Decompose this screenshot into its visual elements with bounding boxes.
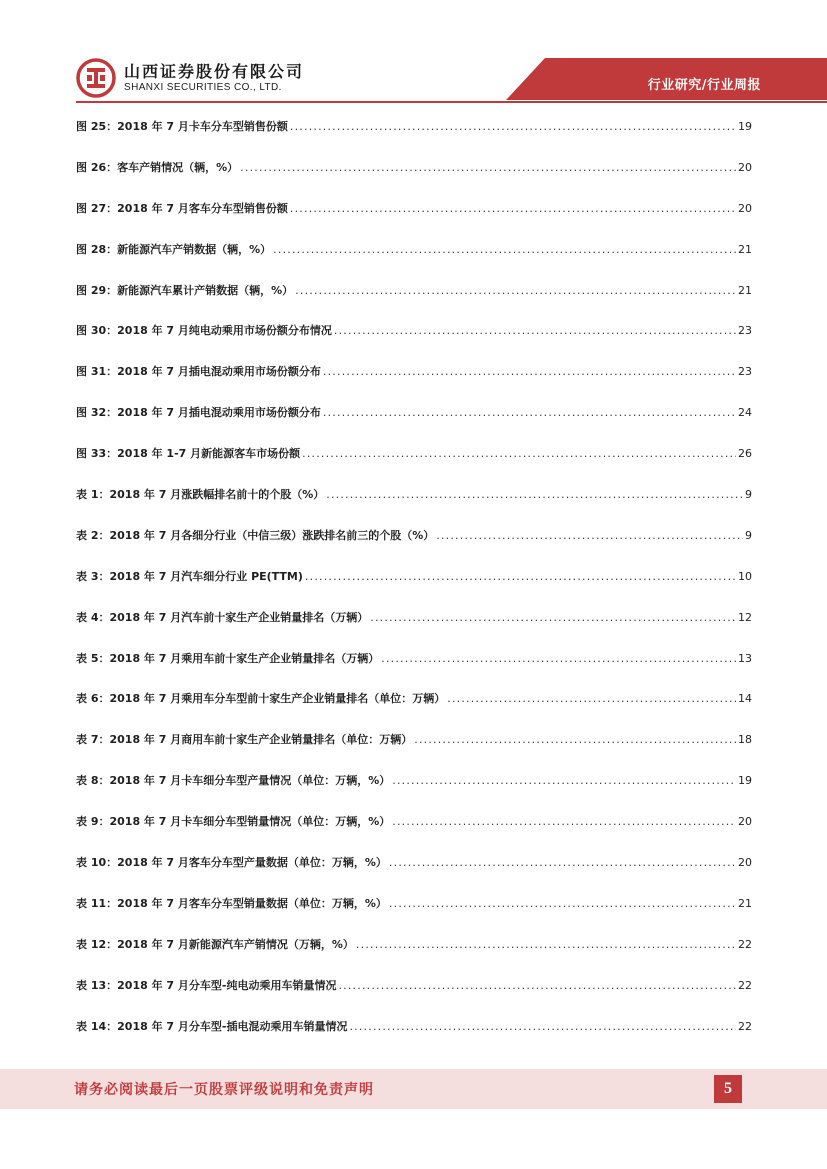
toc-entry-label: 表 6：2018 年 7 月乘用车分车型前十家生产企业销量排名（单位：万辆） [76,692,446,706]
toc-leader-dots [290,195,736,223]
toc-leader-dots [447,685,736,713]
toc-entry[interactable] [76,808,752,849]
company-logo [76,58,304,98]
report-type-label: 行业研究/行业周报 [647,78,761,93]
toc-entry-label: 图 31：2018 年 7 月插电混动乘用市场份额分布 [76,365,321,379]
toc-entry[interactable] [76,317,752,358]
toc-entry-label: 表 3：2018 年 7 月汽车细分行业 PE(TTM) [76,569,303,583]
toc-leader-dots [338,972,736,1000]
toc-leader-dots [334,317,736,345]
toc-entry-page: 21 [738,896,752,910]
company-name-cn: 山西证券股份有限公司 [124,61,305,81]
toc-entry-page: 23 [738,365,752,379]
page-footer [0,1069,827,1109]
toc-entry-page: 14 [738,692,752,706]
toc-entry-page: 22 [738,1019,752,1033]
toc-entry-page: 26 [738,447,752,461]
toc-entry-label: 图 29：新能源汽车累计产销数据（辆，%） [76,283,294,297]
toc-leader-dots [392,808,736,836]
toc-entry[interactable] [76,195,752,236]
toc-entry-label: 表 10：2018 年 7 月客车分车型产量数据（单位：万辆，%） [76,856,387,870]
toc-entry-label: 表 5：2018 年 7 月乘用车前十家生产企业销量排名（万辆） [76,651,380,665]
toc-entry-page: 22 [738,978,752,992]
toc-leader-dots [326,481,743,509]
toc-entry-label: 表 11：2018 年 7 月客车分车型销量数据（单位：万辆，%） [76,896,387,910]
toc-entry[interactable] [76,563,752,604]
toc-entry-page: 24 [738,406,752,420]
toc-leader-dots [389,849,736,877]
toc-leader-dots [302,440,736,468]
toc-entry[interactable] [76,399,752,440]
toc-entry-label: 图 27：2018 年 7 月客车分车型销售份额 [76,201,288,215]
company-logo-icon [76,58,116,98]
toc-entry[interactable] [76,277,752,318]
table-of-figures [76,113,752,1053]
toc-entry-page: 21 [738,242,752,256]
toc-entry-label: 表 14：2018 年 7 月分车型-插电混动乘用车销量情况 [76,1019,348,1033]
toc-entry-page: 20 [738,160,752,174]
page-number: 5 [714,1075,742,1103]
toc-entry-label: 表 1：2018 年 7 月涨跌幅排名前十的个股（%） [76,488,325,502]
toc-leader-dots [290,113,736,141]
toc-entry-label: 表 12：2018 年 7 月新能源汽车产销情况（万辆，%） [76,937,354,951]
toc-entry-page: 12 [738,610,752,624]
toc-leader-dots [381,645,736,673]
toc-entry-page: 20 [738,856,752,870]
toc-entry-page: 13 [738,651,752,665]
toc-leader-dots [436,522,743,550]
toc-entry[interactable] [76,481,752,522]
toc-entry[interactable] [76,849,752,890]
toc-entry-label: 图 33：2018 年 1-7 月新能源客车市场份额 [76,447,301,461]
toc-entry[interactable] [76,440,752,481]
toc-leader-dots [323,399,736,427]
company-name-en: SHANXI SECURITIES CO., LTD. [124,81,282,93]
toc-entry[interactable] [76,358,752,399]
toc-entry[interactable] [76,604,752,645]
toc-entry-label: 图 30：2018 年 7 月纯电动乘用市场份额分布情况 [76,324,332,338]
toc-entry-page: 20 [738,201,752,215]
toc-leader-dots [414,726,736,754]
toc-entry[interactable] [76,931,752,972]
toc-leader-dots [389,890,736,918]
toc-entry-page: 21 [738,283,752,297]
toc-entry-label: 表 7：2018 年 7 月商用车前十家生产企业销量排名（单位：万辆） [76,733,413,747]
toc-entry[interactable] [76,1013,752,1054]
toc-entry[interactable] [76,236,752,277]
toc-entry-page: 9 [745,488,752,502]
toc-entry-page: 23 [738,324,752,338]
toc-entry-label: 图 26：客车产销情况（辆，%） [76,160,239,174]
toc-entry[interactable] [76,890,752,931]
disclaimer-text: 请务必阅读最后一页股票评级说明和免责声明 [74,1082,374,1098]
page-header [0,0,827,110]
toc-entry-label: 表 2：2018 年 7 月各细分行业（中信三级）涨跌排名前三的个股（%） [76,528,435,542]
toc-entry-label: 表 4：2018 年 7 月汽车前十家生产企业销量排名（万辆） [76,610,369,624]
toc-entry[interactable] [76,522,752,563]
toc-leader-dots [392,767,736,795]
toc-entry-page: 10 [738,569,752,583]
toc-entry[interactable] [76,154,752,195]
toc-entry-label: 图 28：新能源汽车产销数据（辆，%） [76,242,272,256]
toc-leader-dots [370,604,736,632]
toc-entry-label: 表 8：2018 年 7 月卡车细分车型产量情况（单位：万辆，%） [76,774,391,788]
toc-entry[interactable] [76,113,752,154]
toc-leader-dots [349,1013,736,1041]
toc-entry-page: 22 [738,937,752,951]
toc-entry-page: 20 [738,815,752,829]
toc-entry[interactable] [76,645,752,686]
toc-entry[interactable] [76,685,752,726]
toc-leader-dots [305,563,736,591]
toc-entry-page: 19 [738,774,752,788]
toc-entry[interactable] [76,972,752,1013]
toc-entry-label: 表 13：2018 年 7 月分车型-纯电动乘用车销量情况 [76,978,337,992]
toc-leader-dots [323,358,736,386]
toc-entry-page: 9 [745,528,752,542]
toc-entry-page: 18 [738,733,752,747]
toc-entry-label: 图 25：2018 年 7 月卡车分车型销售份额 [76,120,288,133]
toc-leader-dots [240,154,736,182]
toc-entry-page: 19 [738,120,752,133]
toc-entry[interactable] [76,767,752,808]
toc-leader-dots [356,931,736,959]
toc-entry[interactable] [76,726,752,767]
toc-leader-dots [273,236,736,264]
toc-entry-label: 表 9：2018 年 7 月卡车细分车型销量情况（单位：万辆，%） [76,815,391,829]
toc-entry-label: 图 32：2018 年 7 月插电混动乘用市场份额分布 [76,406,321,420]
toc-leader-dots [295,277,736,305]
